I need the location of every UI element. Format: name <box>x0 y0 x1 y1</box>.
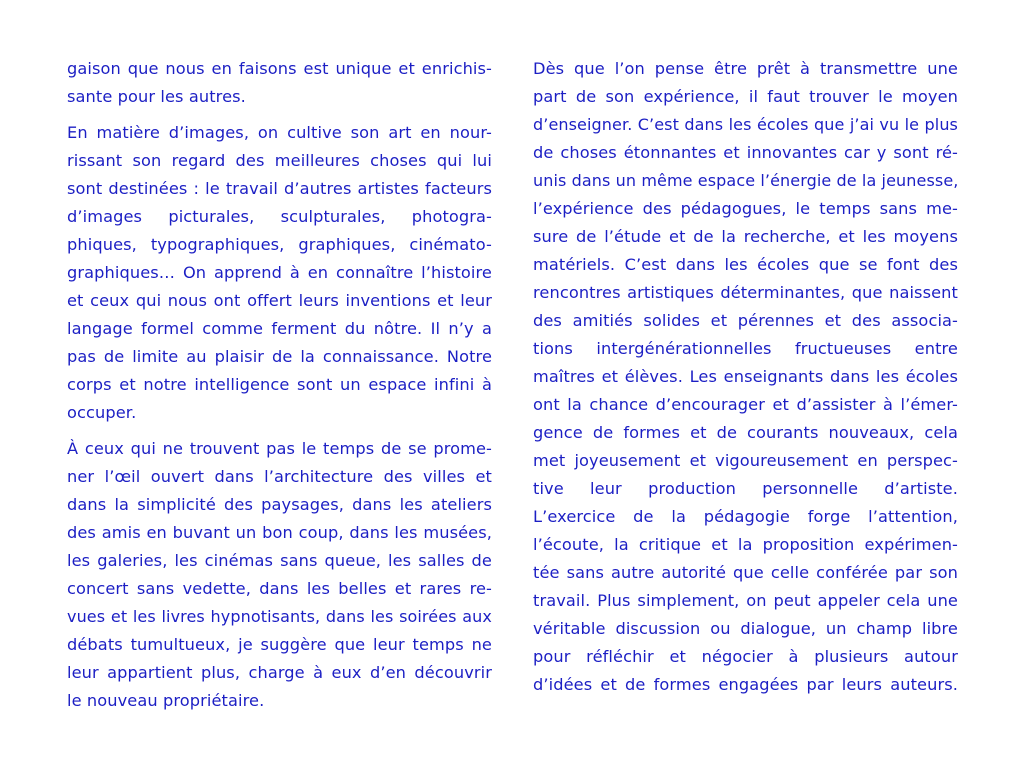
text-line: gaison que nous en faisons est unique et enrichis- <box>67 59 492 78</box>
text-line: met joyeusement et vigoureusement en perspec- <box>533 451 958 470</box>
text-line: pas de limite au plaisir de la connaissance. Notre <box>67 347 492 366</box>
text-line: dans la simplicité des paysages, dans les ateliers <box>67 495 492 514</box>
text-line: À ceux qui ne trouvent pas le temps de se prome- <box>67 439 492 458</box>
text-line: part de son expérience, il faut trouver le moyen <box>533 87 958 106</box>
text-line: de choses étonnantes et innovantes car y sont ré- <box>533 143 958 162</box>
text-line: sante pour les autres. <box>67 87 246 106</box>
right-text-column <box>533 55 958 707</box>
text-line: des amitiés solides et pérennes et des associa- <box>533 311 958 330</box>
text-line: Dès que l’on pense être prêt à transmettre une <box>533 59 958 78</box>
text-line: véritable discussion ou dialogue, un champ libre <box>533 619 958 638</box>
text-line: pour réfléchir et négocier à plusieurs autour <box>533 647 958 666</box>
paragraph-left-3 <box>67 435 492 715</box>
text-line: corps et notre intelligence sont un espace infini à <box>67 375 492 394</box>
text-line: des amis en buvant un bon coup, dans les musées, <box>67 523 492 542</box>
text-line: leur appartient plus, charge à eux d’en découvrir <box>67 663 492 682</box>
text-line: vues et les livres hypnotisants, dans les soirées aux <box>67 607 492 626</box>
text-line: d’enseigner. C’est dans les écoles que j’ai vu le plus <box>533 115 958 134</box>
text-line: rencontres artistiques déterminantes, que naissent <box>533 283 958 302</box>
paragraph-left-1 <box>67 55 492 111</box>
text-line: maîtres et élèves. Les enseignants dans les écoles <box>533 367 958 386</box>
text-line: concert sans vedette, dans les belles et rares re- <box>67 579 492 598</box>
text-line: phiques, typographiques, graphiques, cinémato- <box>67 235 492 254</box>
text-line: rissant son regard des meilleures choses qui lui <box>67 151 492 170</box>
text-line: ont la chance d’encourager et d’assister à l’émer- <box>533 395 958 414</box>
text-line: d’idées et de formes engagées par leurs auteurs. <box>533 675 958 694</box>
text-line: tive leur production personnelle d’artiste. <box>533 479 958 498</box>
text-line: les galeries, les cinémas sans queue, les salles de <box>67 551 492 570</box>
text-line: l’expérience des pédagogues, le temps sans me- <box>533 199 958 218</box>
text-line: débats tumultueux, je suggère que leur temps ne <box>67 635 492 654</box>
text-line: le nouveau propriétaire. <box>67 691 265 710</box>
text-line: L’exercice de la pédagogie forge l’attention, <box>533 507 958 526</box>
text-line: occuper. <box>67 403 137 422</box>
text-line: tions intergénérationnelles fructueuses entre <box>533 339 958 358</box>
text-line: sure de l’étude et de la recherche, et les moyens <box>533 227 958 246</box>
text-line: ner l’œil ouvert dans l’architecture des villes et <box>67 467 492 486</box>
text-line: En matière d’images, on cultive son art en nour- <box>67 123 492 142</box>
text-line: matériels. C’est dans les écoles que se font des <box>533 255 958 274</box>
left-text-column <box>67 55 492 723</box>
text-line: gence de formes et de courants nouveaux, cela <box>533 423 958 442</box>
paragraph-left-2 <box>67 119 492 427</box>
text-line: et ceux qui nous ont offert leurs inventions et leur <box>67 291 492 310</box>
text-line: l’écoute, la critique et la proposition expérimen- <box>533 535 958 554</box>
text-line: unis dans un même espace l’énergie de la jeunesse, <box>533 171 959 190</box>
text-line: langage formel comme ferment du nôtre. Il n’y a <box>67 319 492 338</box>
text-line: sont destinées : le travail d’autres artistes facteurs <box>67 179 492 198</box>
paragraph-right-1 <box>533 55 958 699</box>
text-line: d’images picturales, sculpturales, photogra- <box>67 207 492 226</box>
text-line: tée sans autre autorité que celle conférée par son <box>533 563 958 582</box>
text-line: travail. Plus simplement, on peut appeler cela une <box>533 591 958 610</box>
text-line: graphiques… On apprend à en connaître l’histoire <box>67 263 492 282</box>
